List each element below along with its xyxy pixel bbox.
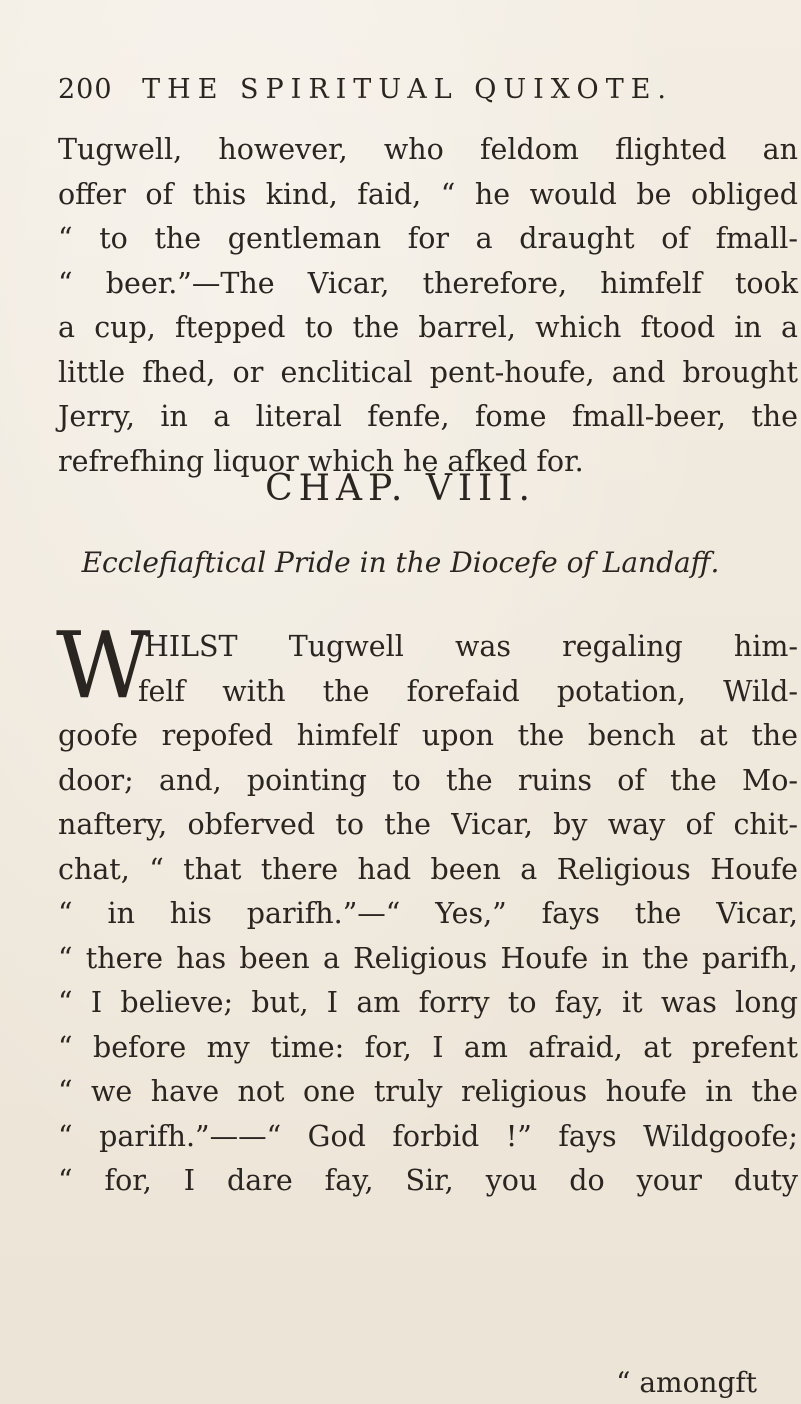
text-line: felf with the forefaid potation, Wild- <box>138 674 798 708</box>
text-line: “ in his parifh.”—“ Yes,” fays the Vicar, <box>58 897 798 930</box>
text-line: refrefhing liquor which he afked for. <box>58 444 584 478</box>
text-line: “ before my time: for, I am afraid, at prefent <box>58 1030 798 1064</box>
chapter-subtitle: Ecclefiaftical Pride in the Diocefe of Landaff. <box>81 546 720 579</box>
text-line: goofe repofed himfelf upon the bench at the <box>58 719 798 752</box>
text-line: Jerry, in a literal fenfe, fome fmall-beer, the <box>58 400 798 433</box>
text-line: naftery, obferved to the Vicar, by way of chit- <box>58 808 798 841</box>
text-line: “ parifh.”——“ God forbid !” fays Wildgoofe; <box>58 1119 798 1153</box>
running-head <box>58 74 758 105</box>
catchword: “ amongft <box>616 1366 757 1399</box>
text-line: HILST Tugwell was regaling him- <box>144 630 798 663</box>
text-line: “ I believe; but, I am forry to fay, it was long <box>58 986 798 1019</box>
drop-cap: W <box>56 612 151 719</box>
text-line: “ to the gentleman for a draught of fmall- <box>58 222 798 255</box>
text-line: little fhed, or enclitical pent-houfe, and brought <box>58 355 798 389</box>
text-line: chat, “ that there had been a Religious Houfe <box>58 852 798 886</box>
chapter-heading: CHAP. VIII. <box>265 468 536 509</box>
text-line: Tugwell, however, who feldom flighted an <box>58 133 798 166</box>
text-line: “ we have not one truly religious houfe in the <box>58 1075 798 1108</box>
text-line: offer of this kind, faid, “ he would be obliged <box>58 177 798 211</box>
text-line: a cup, ftepped to the barrel, which ftood in a <box>58 311 798 344</box>
running-title: THE SPIRITUAL QUIXOTE. <box>142 74 673 105</box>
paragraph-1 <box>58 128 798 484</box>
text-line: door; and, pointing to the ruins of the Mo- <box>58 763 798 797</box>
paragraph-2 <box>58 625 798 1204</box>
page-number: 200 <box>58 74 113 105</box>
text-line: “ for, I dare fay, Sir, you do your duty <box>58 1164 798 1197</box>
text-line: “ beer.”—The Vicar, therefore, himfelf took <box>58 266 798 300</box>
text-line: “ there has been a Religious Houfe in the parifh, <box>58 941 798 975</box>
